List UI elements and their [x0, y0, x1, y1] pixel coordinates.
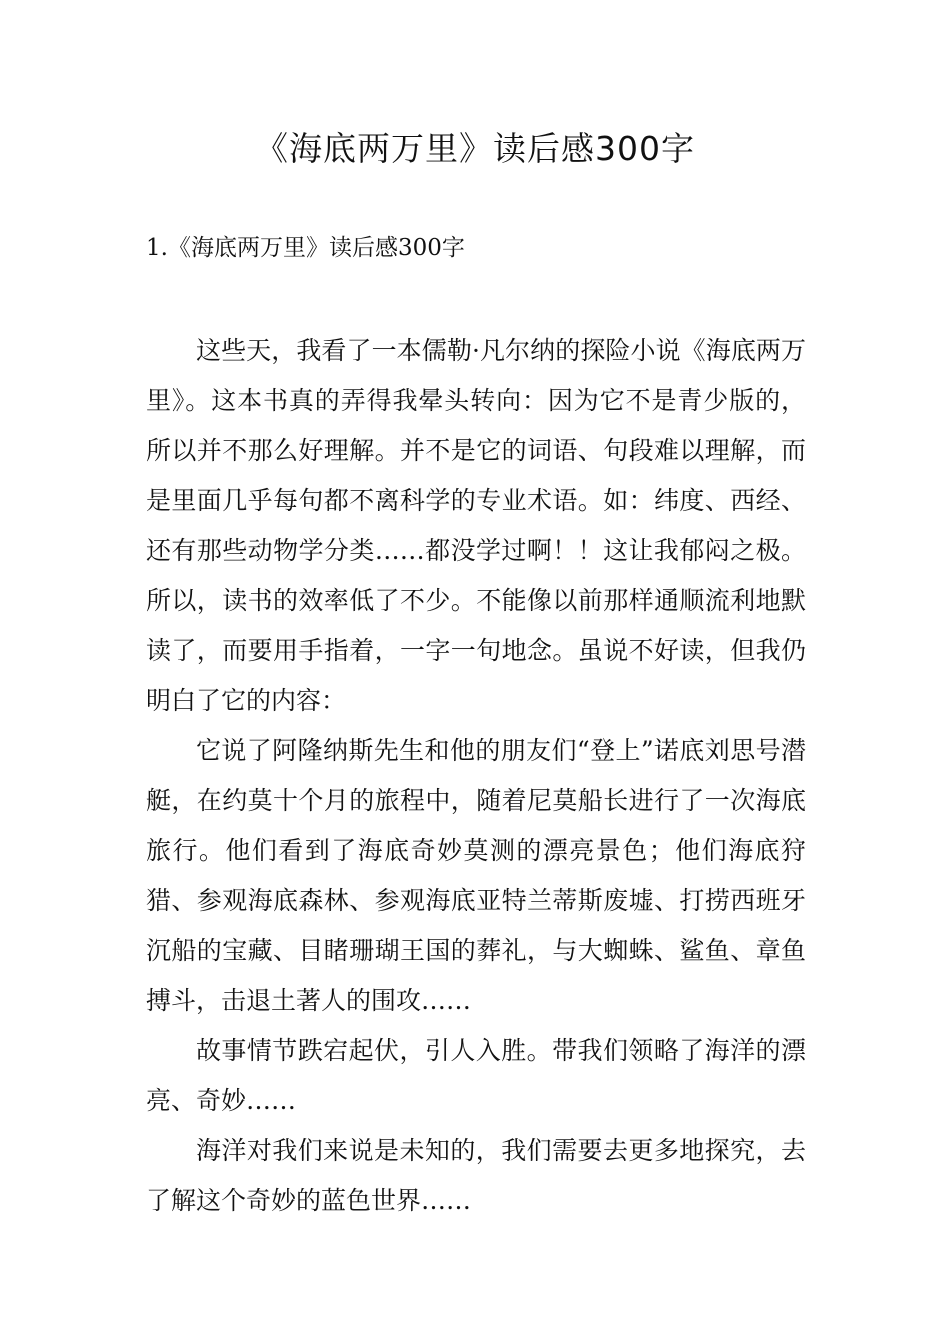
body-paragraph: 故事情节跌宕起伏，引人入胜。带我们领略了海洋的漂亮、奇妙…… [146, 1036, 806, 1115]
document-title: 《海底两万里》读后感300字 [255, 129, 695, 168]
body-paragraph: 这些天，我看了一本儒勒·凡尔纳的探险小说《海底两万里》。这本书真的弄得我晕头转向：因为它不是青少版的，所以并不那么好理解。并不是它的词语、句段难以理解，而是里面几乎每句都不离科学的专业术语。如：纬度、西经、还有那些动物学分类……都没学过啊！！这让我郁闷之极。所以，读书的效率低了不少。不能像以前那样通顺流利地默读了，而要用手指着，一字一句地念。虽说不好读，但我仍明白了它的内容： [146, 336, 806, 715]
body-paragraph: 它说了阿隆纳斯先生和他的朋友们“登上”诺底刘思号潜艇，在约莫十个月的旅程中，随着尼莫船长进行了一次海底旅行。他们看到了海底奇妙莫测的漂亮景色；他们海底狩猎、参观海底森林、参观海底亚特兰蒂斯废墟、打捞西班牙沉船的宝藏、目睹珊瑚王国的葬礼，与大蜘蛛、鲨鱼、章鱼搏斗，击退土著人的围攻…… [146, 736, 806, 1015]
document-body [146, 326, 806, 1226]
section-heading: 1.《海底两万里》读后感300字 [146, 235, 465, 261]
body-paragraph: 海洋对我们来说是未知的，我们需要去更多地探究，去了解这个奇妙的蓝色世界…… [146, 1136, 806, 1215]
